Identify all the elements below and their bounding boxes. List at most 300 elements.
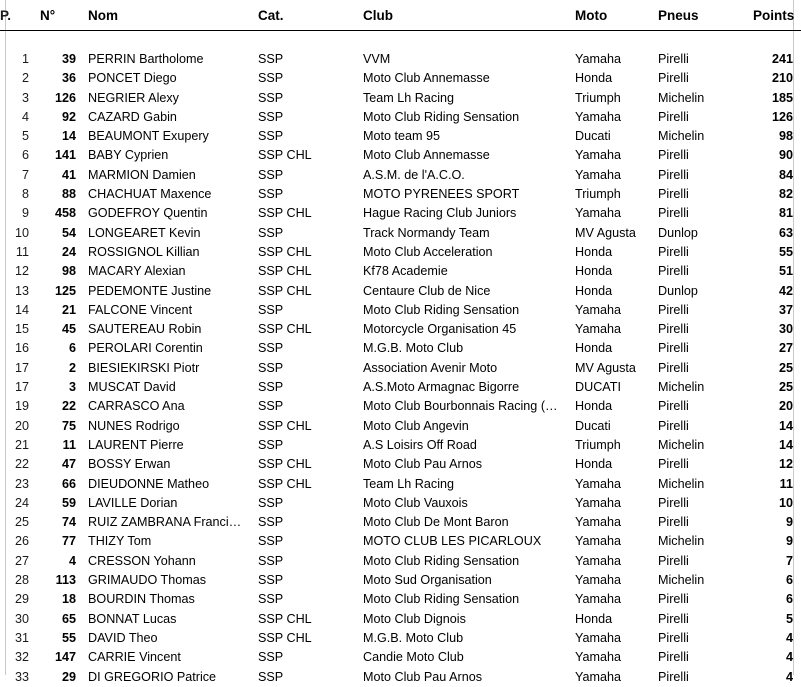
cell-points: 9 (785, 515, 793, 530)
cell-number: 55 (61, 630, 76, 645)
cell-name: ROSSIGNOL Killian (88, 244, 200, 259)
cell-bike: Honda (575, 399, 613, 414)
cell-position: 7 (21, 167, 29, 182)
cell-category: SSP (258, 380, 284, 395)
cell-name: PEROLARI Corentin (88, 341, 203, 356)
cell-club: VVM (363, 52, 391, 66)
cell-number: 147 (54, 650, 76, 665)
cell-number: 47 (61, 457, 76, 472)
cell-category: SSP (258, 592, 284, 607)
table-row[interactable] (0, 610, 801, 629)
cell-category: SSP (258, 399, 284, 414)
cell-number: 21 (61, 302, 76, 317)
cell-bike: Honda (575, 264, 613, 279)
cell-bike: Yamaha (575, 322, 621, 337)
cell-category: SSP (258, 129, 284, 144)
cell-category: SSP (258, 553, 284, 568)
cell-name: CAZARD Gabin (88, 109, 177, 124)
cell-bike: Ducati (575, 418, 611, 433)
cell-tyres: Michelin (658, 129, 705, 144)
header-number: N° (40, 7, 56, 23)
table-row[interactable] (0, 629, 801, 648)
cell-club: Moto Club Riding Sensation (363, 302, 520, 317)
cell-points: 81 (778, 206, 793, 221)
cell-position: 24 (14, 495, 29, 510)
cell-bike: Yamaha (575, 52, 621, 66)
cell-position: 26 (14, 534, 29, 549)
cell-club: Moto team 95 (363, 129, 441, 144)
cell-points: 4 (785, 650, 793, 665)
cell-number: 39 (61, 52, 76, 66)
cell-club: A.S Loisirs Off Road (363, 437, 477, 452)
cell-name: THIZY Tom (88, 534, 152, 549)
cell-name: DI GREGORIO Patrice (88, 669, 217, 684)
header-name: Nom (88, 7, 118, 23)
cell-club: Moto Club Annemasse (363, 71, 490, 86)
cell-points: 126 (771, 109, 793, 124)
cell-points: 12 (778, 457, 793, 472)
cell-bike: MV Agusta (575, 225, 636, 240)
table-row[interactable] (0, 378, 801, 397)
cell-tyres: Pirelli (658, 399, 689, 414)
cell-points: 6 (785, 592, 793, 607)
cell-name: LONGEARET Kevin (88, 225, 201, 240)
cell-club: Moto Club Vauxois (363, 495, 468, 510)
cell-bike: Honda (575, 341, 613, 356)
cell-position: 32 (14, 650, 29, 665)
cell-club: MOTO PYRENEES SPORT (363, 187, 520, 202)
table-row[interactable] (0, 339, 801, 358)
cell-name: GODEFROY Quentin (88, 206, 208, 221)
table-header (0, 0, 801, 31)
cell-position: 33 (14, 669, 29, 684)
cell-club: Moto Club Angevin (363, 418, 469, 433)
cell-category: SSP CHL (258, 244, 312, 259)
cell-points: 210 (771, 71, 793, 86)
cell-position: 17 (14, 360, 29, 375)
cell-category: SSP CHL (258, 148, 312, 163)
cell-position: 28 (14, 573, 29, 588)
cell-name: BEAUMONT Exupery (88, 129, 209, 144)
cell-position: 9 (21, 206, 29, 221)
cell-name: DAVID Theo (88, 630, 158, 645)
cell-bike: Yamaha (575, 553, 621, 568)
table-row[interactable] (0, 166, 801, 185)
cell-number: 125 (54, 283, 76, 298)
cell-tyres: Pirelli (658, 71, 689, 86)
cell-club: Candie Moto Club (363, 650, 464, 665)
cell-position: 14 (14, 302, 29, 317)
cell-category: SSP (258, 109, 284, 124)
cell-club: A.S.Moto Armagnac Bigorre (363, 380, 520, 395)
cell-category: SSP (258, 437, 284, 452)
header-bike: Moto (575, 7, 608, 23)
cell-number: 74 (61, 515, 76, 530)
table-row[interactable] (0, 494, 801, 513)
table-row[interactable] (0, 397, 801, 416)
cell-bike: Honda (575, 71, 613, 86)
cell-category: SSP (258, 573, 284, 588)
cell-points: 5 (785, 611, 793, 626)
cell-name: MACARY Alexian (88, 264, 186, 279)
cell-points: 185 (771, 90, 793, 105)
table-row[interactable] (0, 301, 801, 320)
cell-category: SSP (258, 495, 284, 510)
cell-category: SSP (258, 534, 284, 549)
cell-bike: Yamaha (575, 167, 621, 182)
cell-bike: Yamaha (575, 148, 621, 163)
cell-number: 126 (54, 90, 76, 105)
cell-category: SSP CHL (258, 476, 312, 491)
cell-number: 3 (68, 380, 76, 395)
cell-category: SSP CHL (258, 611, 312, 626)
cell-name: PERRIN Bartholome (88, 52, 204, 66)
cell-points: 241 (771, 52, 793, 66)
cell-number: 36 (61, 71, 76, 86)
cell-club: Moto Club Bourbonnais Racing (… (363, 399, 558, 414)
table-row[interactable] (0, 532, 801, 551)
cell-tyres: Pirelli (658, 264, 689, 279)
cell-number: 458 (54, 206, 76, 221)
cell-bike: Yamaha (575, 206, 621, 221)
cell-category: SSP CHL (258, 206, 312, 221)
cell-bike: Yamaha (575, 592, 621, 607)
cell-number: 88 (61, 187, 76, 202)
cell-name: MARMION Damien (88, 167, 196, 182)
cell-tyres: Pirelli (658, 650, 689, 665)
cell-number: 14 (61, 129, 76, 144)
cell-name: LAVILLE Dorian (88, 495, 178, 510)
table-row[interactable] (0, 475, 801, 494)
cell-club: Motorcycle Organisation 45 (363, 322, 517, 337)
cell-tyres: Michelin (658, 534, 705, 549)
cell-points: 4 (785, 630, 793, 645)
cell-club: Team Lh Racing (363, 90, 455, 105)
table-row[interactable] (0, 282, 801, 301)
cell-club: M.G.B. Moto Club (363, 630, 464, 645)
cell-bike: Yamaha (575, 302, 621, 317)
cell-club: Kf78 Academie (363, 264, 448, 279)
cell-tyres: Michelin (658, 380, 705, 395)
cell-name: NUNES Rodrigo (88, 418, 180, 433)
cell-position: 5 (21, 129, 29, 144)
cell-tyres: Pirelli (658, 630, 689, 645)
cell-club: Centaure Club de Nice (363, 283, 491, 298)
header-row (0, 0, 801, 31)
cell-name: FALCONE Vincent (88, 302, 193, 317)
cell-points: 51 (778, 264, 793, 279)
table-row[interactable] (0, 417, 801, 436)
header-club: Club (363, 7, 393, 23)
cell-position: 22 (14, 457, 29, 472)
cell-points: 42 (778, 283, 793, 298)
cell-club: Moto Club Acceleration (363, 244, 493, 259)
table-row[interactable] (0, 146, 801, 165)
cell-tyres: Pirelli (658, 244, 689, 259)
cell-tyres: Pirelli (658, 109, 689, 124)
cell-category: SSP CHL (258, 264, 312, 279)
cell-tyres: Pirelli (658, 148, 689, 163)
header-spacer-cell (0, 31, 801, 51)
cell-tyres: Pirelli (658, 611, 689, 626)
cell-number: 29 (61, 669, 76, 684)
cell-position: 4 (21, 109, 29, 124)
cell-number: 24 (61, 244, 76, 259)
cell-bike: Yamaha (575, 669, 621, 684)
cell-bike: Honda (575, 611, 613, 626)
table-row[interactable] (0, 69, 801, 88)
cell-points: 84 (778, 167, 793, 182)
cell-bike: Yamaha (575, 109, 621, 124)
cell-name: BABY Cyprien (88, 148, 169, 163)
cell-number: 141 (54, 148, 76, 163)
cell-club: Moto Club Riding Sensation (363, 553, 520, 568)
cell-tyres: Pirelli (658, 167, 689, 182)
table-row[interactable] (0, 185, 801, 204)
table-row[interactable] (0, 224, 801, 243)
cell-bike: Triumph (575, 437, 621, 452)
cell-position: 17 (14, 380, 29, 395)
header-tyres: Pneus (658, 7, 699, 23)
cell-points: 11 (779, 476, 793, 491)
cell-club: Moto Club De Mont Baron (363, 515, 509, 530)
cell-club: Moto Club Annemasse (363, 148, 490, 163)
table-row[interactable] (0, 108, 801, 127)
cell-club: Moto Sud Organisation (363, 573, 492, 588)
table-row[interactable] (0, 668, 801, 687)
cell-bike: Yamaha (575, 515, 621, 530)
cell-position: 12 (14, 264, 29, 279)
cell-name: SAUTEREAU Robin (88, 322, 202, 337)
cell-name: CARRASCO Ana (88, 399, 185, 414)
cell-club: Track Normandy Team (363, 225, 490, 240)
cell-name: NEGRIER Alexy (88, 90, 179, 105)
cell-position: 1 (21, 52, 29, 66)
cell-number: 59 (61, 495, 76, 510)
cell-points: 82 (778, 187, 793, 202)
cell-tyres: Pirelli (658, 495, 689, 510)
cell-bike: Ducati (575, 129, 611, 144)
cell-points: 7 (785, 553, 793, 568)
cell-number: 11 (62, 437, 76, 452)
cell-bike: Honda (575, 457, 613, 472)
cell-category: SSP (258, 669, 284, 684)
table-row[interactable] (0, 552, 801, 571)
cell-position: 31 (14, 630, 29, 645)
cell-bike: Yamaha (575, 476, 621, 491)
cell-points: 98 (778, 129, 793, 144)
cell-bike: Honda (575, 283, 613, 298)
cell-points: 55 (778, 244, 793, 259)
cell-name: LAURENT Pierre (88, 437, 184, 452)
table-row[interactable] (0, 648, 801, 667)
cell-bike: Triumph (575, 90, 621, 105)
cell-category: SSP CHL (258, 283, 312, 298)
cell-category: SSP (258, 302, 284, 317)
cell-tyres: Pirelli (658, 341, 689, 356)
table-row[interactable] (0, 320, 801, 339)
cell-bike: Honda (575, 244, 613, 259)
cell-club: Association Avenir Moto (363, 360, 498, 375)
table-row[interactable] (0, 89, 801, 108)
cell-category: SSP (258, 167, 284, 182)
cell-number: 6 (68, 341, 76, 356)
cell-number: 45 (61, 322, 76, 337)
cell-name: BIESIEKIRSKI Piotr (88, 360, 200, 375)
cell-name: DIEUDONNE Matheo (88, 476, 210, 491)
table-row[interactable] (0, 436, 801, 455)
cell-tyres: Dunlop (658, 225, 698, 240)
cell-points: 14 (778, 437, 793, 452)
cell-position: 27 (14, 553, 29, 568)
cell-club: Moto Club Riding Sensation (363, 592, 520, 607)
cell-category: SSP (258, 515, 284, 530)
table-row[interactable] (0, 571, 801, 590)
cell-number: 77 (61, 534, 76, 549)
cell-points: 25 (778, 360, 793, 375)
cell-tyres: Pirelli (658, 592, 689, 607)
cell-name: CHACHUAT Maxence (88, 187, 212, 202)
cell-bike: MV Agusta (575, 360, 636, 375)
cell-bike: Yamaha (575, 573, 621, 588)
cell-bike: Yamaha (575, 630, 621, 645)
cell-points: 4 (785, 669, 793, 684)
table-row[interactable] (0, 204, 801, 223)
cell-club: Moto Club Pau Arnos (363, 457, 483, 472)
cell-tyres: Pirelli (658, 187, 689, 202)
cell-tyres: Michelin (658, 90, 705, 105)
cell-points: 90 (778, 148, 793, 163)
table-row[interactable] (0, 359, 801, 378)
cell-bike: Triumph (575, 187, 621, 202)
cell-number: 2 (68, 360, 76, 375)
cell-club: Moto Club Riding Sensation (363, 109, 520, 124)
cell-points: 27 (778, 341, 793, 356)
cell-bike: Yamaha (575, 495, 621, 510)
cell-position: 13 (14, 283, 29, 298)
cell-name: BOURDIN Thomas (88, 592, 195, 607)
cell-number: 22 (61, 399, 76, 414)
cell-position: 2 (21, 71, 29, 86)
cell-position: 29 (14, 592, 29, 607)
cell-number: 18 (61, 592, 76, 607)
cell-club: A.S.M. de l'A.C.O. (363, 167, 465, 182)
cell-number: 98 (61, 264, 76, 279)
cell-tyres: Pirelli (658, 52, 689, 66)
cell-category: SSP CHL (258, 418, 312, 433)
cell-number: 4 (68, 553, 76, 568)
header-category: Cat. (258, 7, 284, 23)
cell-tyres: Dunlop (658, 283, 698, 298)
cell-bike: Yamaha (575, 650, 621, 665)
table-row[interactable] (0, 50, 801, 69)
cell-name: CARRIE Vincent (88, 650, 181, 665)
table-row[interactable] (0, 590, 801, 609)
cell-position: 20 (14, 418, 29, 433)
cell-category: SSP (258, 52, 284, 66)
cell-name: PEDEMONTE Justine (88, 283, 212, 298)
cell-club: MOTO CLUB LES PICARLOUX (363, 534, 542, 549)
cell-points: 9 (785, 534, 793, 549)
cell-category: SSP (258, 360, 284, 375)
table-row[interactable] (0, 455, 801, 474)
table-row[interactable] (0, 127, 801, 146)
cell-tyres: Pirelli (658, 515, 689, 530)
cell-name: PONCET Diego (88, 71, 177, 86)
cell-club: Moto Club Pau Arnos (363, 669, 483, 684)
header-spacer (0, 31, 801, 51)
cell-number: 66 (61, 476, 76, 491)
cell-position: 16 (14, 341, 29, 356)
cell-tyres: Pirelli (658, 302, 689, 317)
header-points: Points (753, 7, 795, 23)
cell-tyres: Pirelli (658, 553, 689, 568)
cell-position: 25 (14, 515, 29, 530)
cell-points: 14 (778, 418, 793, 433)
cell-number: 75 (61, 418, 76, 433)
cell-tyres: Michelin (658, 573, 705, 588)
cell-bike: Yamaha (575, 534, 621, 549)
table-row[interactable] (0, 262, 801, 281)
cell-category: SSP CHL (258, 630, 312, 645)
cell-club: Team Lh Racing (363, 476, 455, 491)
cell-number: 41 (61, 167, 76, 182)
cell-points: 20 (778, 399, 793, 414)
cell-tyres: Pirelli (658, 457, 689, 472)
cell-position: 11 (15, 244, 29, 259)
cell-position: 30 (14, 611, 29, 626)
cell-category: SSP (258, 650, 284, 665)
cell-name: CRESSON Yohann (88, 553, 196, 568)
cell-position: 21 (14, 437, 29, 452)
cell-category: SSP CHL (258, 322, 312, 337)
cell-club: Moto Club Dignois (363, 611, 466, 626)
cell-name: BOSSY Erwan (88, 457, 171, 472)
cell-name: GRIMAUDO Thomas (88, 573, 207, 588)
cell-number: 54 (61, 225, 76, 240)
cell-club: M.G.B. Moto Club (363, 341, 464, 356)
cell-points: 63 (778, 225, 793, 240)
header-position: P. (0, 7, 12, 23)
cell-category: SSP (258, 90, 284, 105)
cell-tyres: Pirelli (658, 418, 689, 433)
cell-points: 6 (785, 573, 793, 588)
cell-position: 8 (21, 187, 29, 202)
cell-number: 92 (61, 109, 76, 124)
cell-category: SSP CHL (258, 457, 312, 472)
cell-position: 3 (21, 90, 29, 105)
cell-tyres: Pirelli (658, 360, 689, 375)
table-row[interactable] (0, 513, 801, 532)
cell-position: 19 (14, 399, 29, 414)
cell-points: 10 (778, 495, 793, 510)
cell-tyres: Michelin (658, 437, 705, 452)
cell-category: SSP (258, 187, 284, 202)
cell-tyres: Pirelli (658, 206, 689, 221)
cell-number: 65 (61, 611, 76, 626)
cell-tyres: Michelin (658, 476, 705, 491)
cell-tyres: Pirelli (658, 669, 689, 684)
cell-number: 113 (55, 573, 76, 588)
cell-name: RUIZ ZAMBRANA Franci… (88, 515, 242, 530)
cell-position: 15 (14, 322, 29, 337)
cell-category: SSP (258, 341, 284, 356)
cell-tyres: Pirelli (658, 322, 689, 337)
cell-position: 6 (21, 148, 29, 163)
cell-bike: DUCATI (575, 380, 621, 395)
table-row[interactable] (0, 243, 801, 262)
cell-position: 23 (14, 476, 29, 491)
